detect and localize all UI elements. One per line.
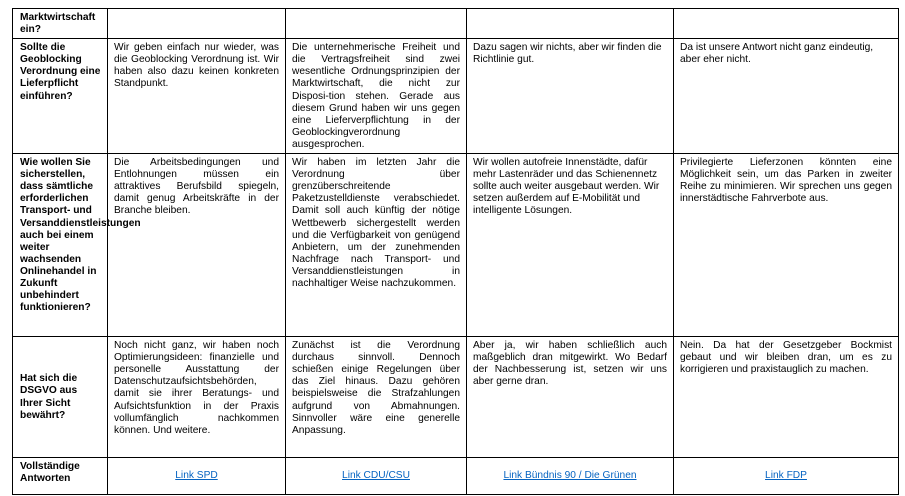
answer-cell-gruene: Aber ja, wir haben schließlich auch maßgeblich dran mitgewirkt. Wo Bedarf der Nachbesserung ist, setzen wir uns aber gerne dran. (467, 337, 674, 458)
link-fdp[interactable]: Link FDP (765, 470, 807, 482)
table-row (13, 154, 899, 337)
answer-cell-cdu: Wir haben im letzten Jahr die Verordnung über grenzüberschreitende Paketzustelldienste verabschiedet. Damit soll auch künftig der nötige Wettbewerb sichergestellt werden und die Verfügbarkeit von genügend Anbietern, um der zunehmenden Nachfrage nach Transport- und Versanddienstleistungen in nachhaltiger Weise nachzukommen. (286, 154, 467, 337)
link-gruene[interactable]: Link Bündnis 90 / Die Grünen (503, 470, 637, 482)
answer-cell-fdp (674, 9, 899, 39)
answer-cell-fdp: Privilegierte Lieferzonen könnten eine Möglichkeit sein, um das Parken in zweiter Reihe zu minimieren. Wir sprechen uns gegen innerstädtische Fahrverbote aus. (674, 154, 899, 337)
answer-cell-cdu: Zunächst ist die Verordnung durchaus sinnvoll. Dennoch schießen einige Regelungen über das Ziel hinaus. Dazu gehören beispielsweise die Strafzahlungen aufgrund von Abmahnungen. Sinnvoller wäre eine generelle Anpassung. (286, 337, 467, 458)
answer-cell-fdp: Da ist unsere Antwort nicht ganz eindeutig, aber eher nicht. (674, 39, 899, 154)
link-cell-gruene (467, 458, 674, 495)
question-cell: Wie wollen Sie sicherstellen, dass sämtliche erforderlichen Transport- und Versanddienstleistungen auch bei einem weiter wachsenden Onlinehandel in Zukunft unbehindert funktionieren? (13, 154, 108, 337)
link-spd[interactable]: Link SPD (175, 470, 218, 482)
table-row (13, 337, 899, 458)
link-cell-cdu (286, 458, 467, 495)
link-cdu-csu[interactable]: Link CDU/CSU (342, 470, 410, 482)
table-row (13, 458, 899, 495)
answer-cell-spd: Wir geben einfach nur wieder, was die Geoblocking Verordnung ist. Wir haben also dazu keinen konkreten Standpunkt. (108, 39, 286, 154)
question-cell: Marktwirtschaft ein? (13, 9, 108, 39)
answer-cell-cdu: Die unternehmerische Freiheit und die Vertragsfreiheit sind zwei wesentliche Ordnungsprinzipien der Marktwirtschaft, die nicht zur Disposi-tion stehen. Gerade aus diesem Grund haben wir uns gegen eine Lieferverpflichtung in der Geoblockingverordnung ausgesprochen. (286, 39, 467, 154)
answer-cell-gruene: Dazu sagen wir nichts, aber wir finden die Richtlinie gut. (467, 39, 674, 154)
answer-cell-fdp: Nein. Da hat der Gesetzgeber Bockmist gebaut und wir bleiben dran, um es zu korrigieren und praxistauglich zu machen. (674, 337, 899, 458)
question-cell: Sollte die Geoblocking Verordnung eine Lieferpflicht einführen? (13, 39, 108, 154)
answer-cell-spd: Die Arbeitsbedingungen und Entlohnungen müssen ein attraktives Berufsbild spiegeln, damit genug Arbeitskräfte in der Branche bleiben. (108, 154, 286, 337)
link-cell-spd (108, 458, 286, 495)
table-row (13, 39, 899, 154)
party-answers-table (12, 8, 899, 495)
table-row (13, 9, 899, 39)
answer-cell-gruene: Wir wollen autofreie Innenstädte, dafür mehr Lastenräder und das Schienennetz sollte auch weiter ausgebaut werden. Wir setzen außerdem auf E-Mobilität und intelligente Lösungen. (467, 154, 674, 337)
question-cell: Hat sich die DSGVO aus Ihrer Sicht bewährt? (13, 337, 108, 458)
footer-label: Vollständige Antworten (13, 458, 108, 495)
answer-cell-gruene (467, 9, 674, 39)
link-cell-fdp (674, 458, 899, 495)
answer-cell-cdu (286, 9, 467, 39)
answer-cell-spd: Noch nicht ganz, wir haben noch Optimierungsideen: finanzielle und personelle Ausstattung der Datenschutzaufsichtsbehörden, damit sie ihrer Beratungs- und Aufsichtsfunktion in der Praxis vollumfänglich nachkommen können. Und weitere. (108, 337, 286, 458)
answer-cell-spd (108, 9, 286, 39)
